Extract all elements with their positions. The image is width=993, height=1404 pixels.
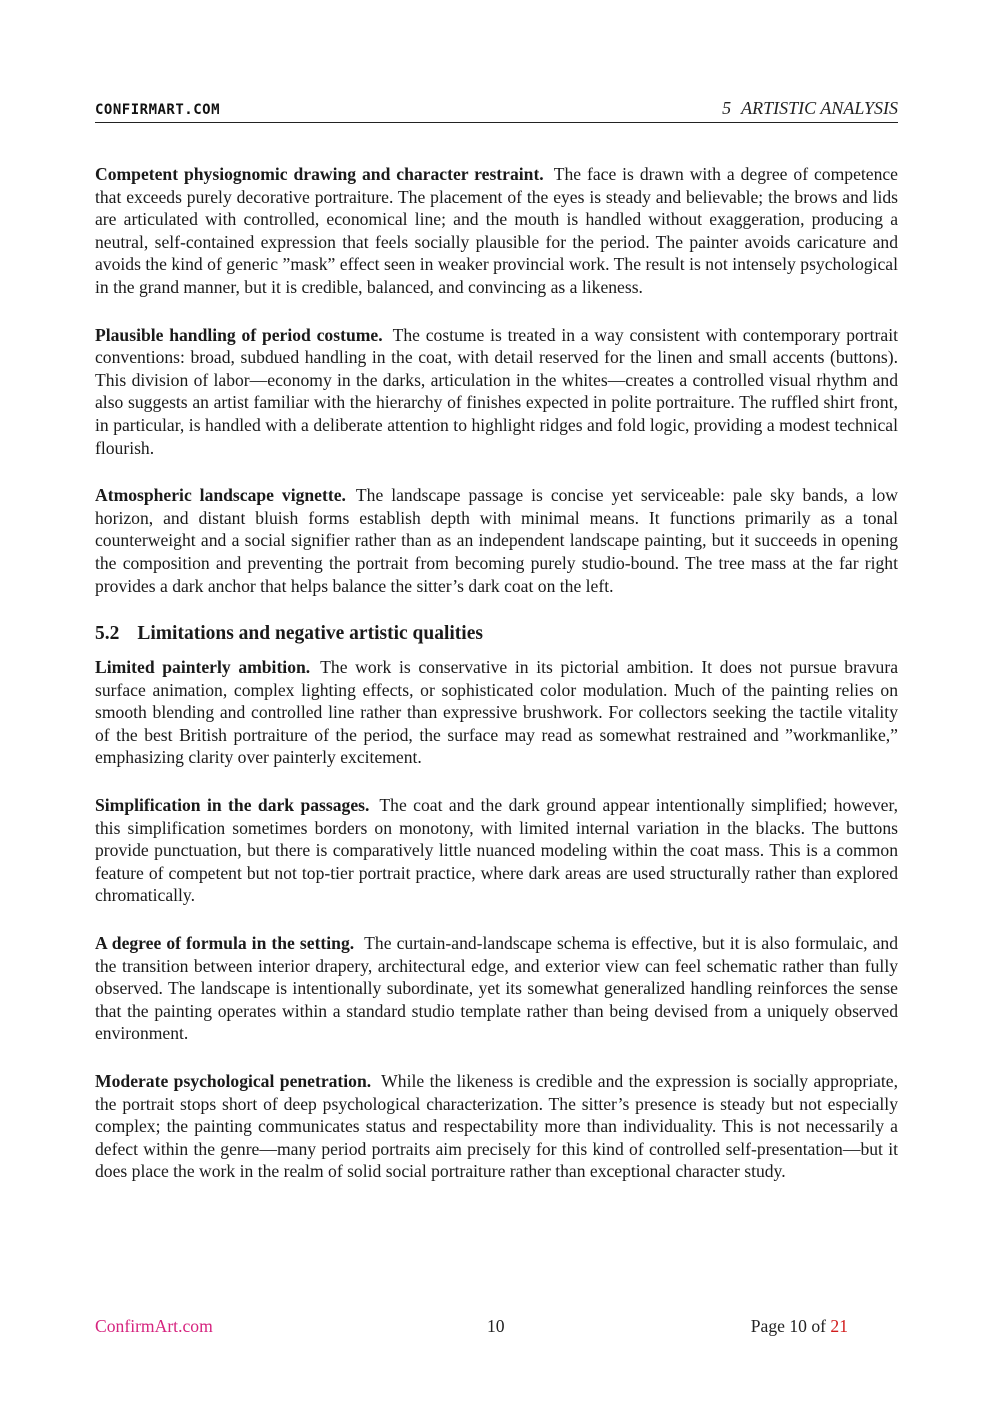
- paragraph-lead: Plausible handling of period costume.: [95, 324, 383, 345]
- paragraph-lead: Competent physiognomic drawing and character restraint.: [95, 164, 544, 184]
- footer-page-count: [751, 1316, 848, 1337]
- paragraph: [95, 163, 898, 299]
- section-heading: [95, 622, 898, 646]
- paragraph-lead: Limited painterly ambition.: [95, 657, 311, 678]
- section-number: 5.2: [95, 623, 120, 645]
- footer-page-prefix: Page 10 of: [750, 1316, 826, 1336]
- paragraph: [95, 1070, 898, 1183]
- section-title: Limitations and negative artistic qualities: [137, 623, 483, 645]
- paragraph-lead: Moderate psychological penetration.: [95, 1071, 372, 1091]
- paragraph-body: The face is drawn with a degree of competence that exceeds purely decorative portraiture. The placement of the eyes is steady and believable; the brows and lids are articulated with controlled, economical line; and the mouth is handled without exaggeration, producing a neutral, self-contained expression that feels socially plausible for the period. The painter avoids caricature and avoids the kind of generic ”mask” effect seen in weaker provincial work. The result is not intensely psychological in the grand manner, but it is credible, balanced, and convincing as a likeness.: [95, 164, 898, 297]
- paragraph-body: The landscape passage is concise yet serviceable: pale sky bands, a low horizon, and distant bluish forms establish depth with minimal means. It functions primarily as a tonal counterweight and a social signifier rather than as an independent landscape painting, but it succeeds in opening the composition and preventing the portrait from becoming purely studio-bound. The tree mass at the far right provides a dark anchor that helps balance the sitter’s dark coat on the left.: [95, 485, 898, 596]
- paragraph: [95, 932, 898, 1045]
- paragraph-body: The costume is treated in a way consistent with contemporary portrait conventions: broad, subdued handling in the coat, with detail reserved for the linen and small accents (buttons). This division of labor—economy in the darks, articulation in the whites—creates a controlled visual rhythm and also suggests an artist familiar with the hierarchy of finishes expected in polite portraiture. The ruffled shirt front, in particular, is handled with a deliberate attention to highlight ridges and fold logic, providing a modest technical flourish.: [95, 324, 898, 458]
- footer-site-link[interactable]: ConfirmArt.com: [95, 1316, 213, 1336]
- header-section-name: ARTISTIC ANALYSIS: [741, 98, 898, 118]
- header-logo: CONFIRMART.COM: [95, 102, 221, 118]
- paragraph-lead: A degree of formula in the setting.: [95, 933, 355, 954]
- paragraph-body: The work is conservative in its pictorial ambition. It does not pursue bravura surface animation, complex lighting effects, or sophisticated color modulation. Much of the painting relies on smooth blending and controlled line rather than expressive brushwork. For collectors seeking the tactile vitality of the best British portraiture of the period, the surface may read as somewhat restrained and ”workmanlike,” emphasizing clarity over painterly excitement.: [95, 657, 898, 768]
- paragraph-lead: Atmospheric landscape vignette.: [95, 485, 346, 506]
- paragraph: [95, 484, 898, 597]
- footer-page-number: 10: [487, 1316, 505, 1336]
- page-header: [95, 98, 898, 123]
- paragraph-lead: Simplification in the dark passages.: [95, 795, 370, 816]
- header-section-number: 5: [722, 98, 732, 118]
- paragraph-body: The curtain-and-landscape schema is effective, but it is also formulaic, and the transition between interior drapery, architectural edge, and exterior view can feel schematic rather than fully observed. The landscape is intentionally subordinate, yet its somewhat generalized handling reinforces the sense that the painting operates within a standard studio template rather than being devised from a uniquely observed environment.: [95, 933, 898, 1044]
- paragraph: [95, 324, 898, 460]
- footer-page-total-link[interactable]: 21: [830, 1316, 848, 1336]
- main-content: [95, 163, 898, 1208]
- paragraph: [95, 794, 898, 907]
- paragraph: [95, 656, 898, 769]
- page-footer: [95, 1316, 898, 1338]
- header-section-title: [722, 98, 898, 119]
- paragraph-body: While the likeness is credible and the expression is socially appropriate, the portrait stops short of deep psychological characterization. The sitter’s presence is steady but not especially complex; the painting communicates status and respectability more than individuality. This is not necessarily a defect within the genre—many period portraits aim precisely for this kind of controlled self-presentation—but it does place the work in the realm of solid social portraiture rather than exceptional character study.: [95, 1071, 898, 1182]
- paragraph-body: The coat and the dark ground appear intentionally simplified; however, this simplification sometimes borders on monotony, with limited internal variation in the blacks. The buttons provide punctuation, but there is comparatively little nuanced modeling within the coat mass. This is a common feature of competent but not top-tier portrait practice, where dark areas are used structurally rather than explored chromatically.: [95, 795, 898, 906]
